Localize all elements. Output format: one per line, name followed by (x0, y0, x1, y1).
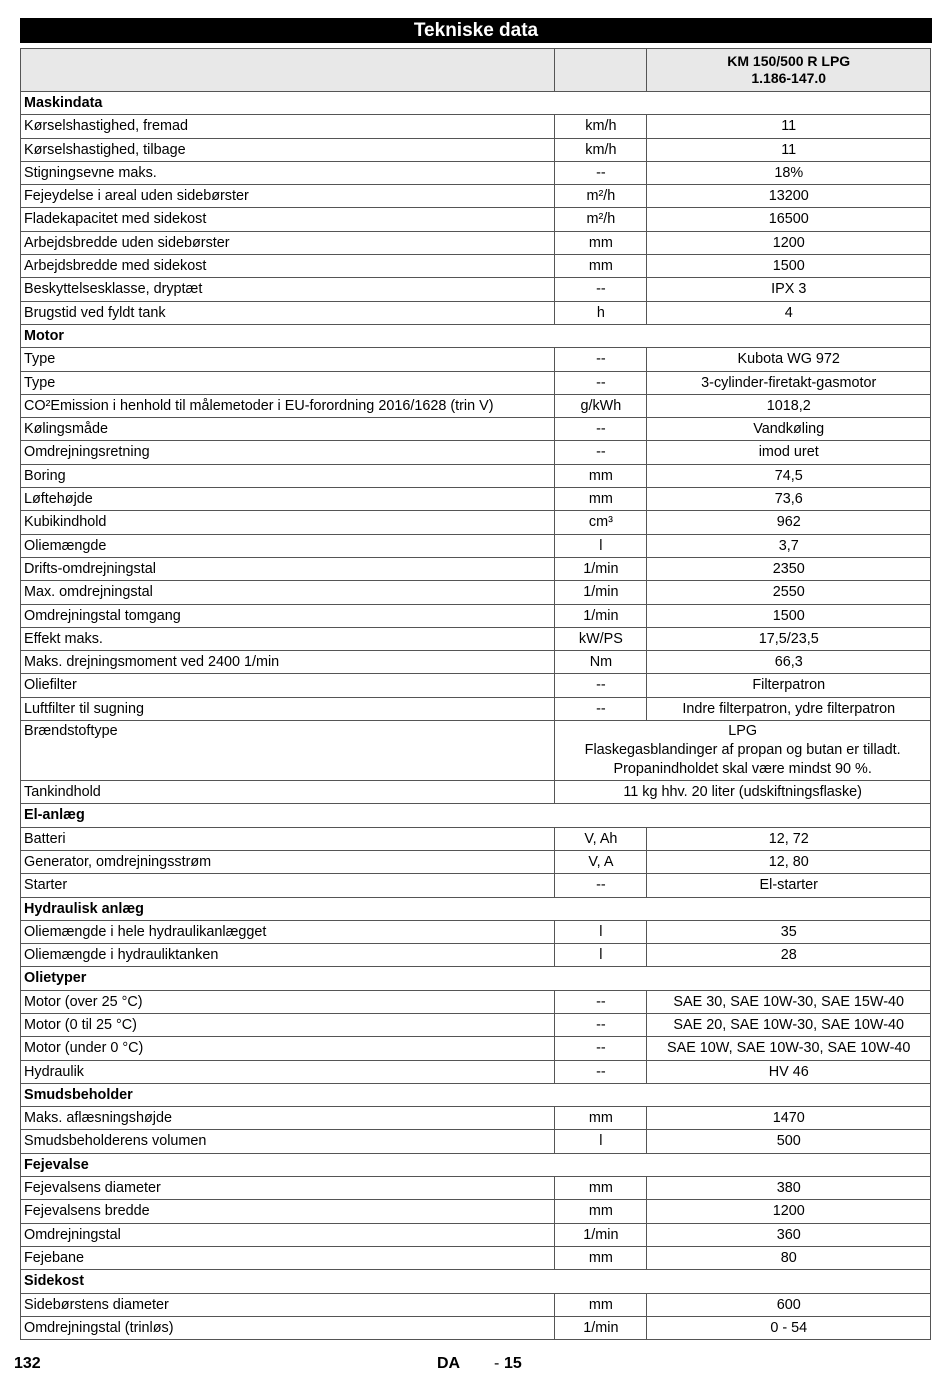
fuel-type-line: LPG (728, 723, 758, 740)
spec-label: Arbejdsbredde med sidekost (21, 255, 555, 278)
spec-label: Omdrejningsretning (21, 441, 555, 464)
spec-value: 11 (647, 115, 931, 138)
table-row (21, 1013, 931, 1036)
table-row (21, 1177, 931, 1200)
table-row (21, 301, 931, 324)
spec-value: 600 (647, 1293, 931, 1316)
spec-label: Fejebane (21, 1246, 555, 1269)
section-header-row (21, 1270, 931, 1293)
spec-label: Oliemængde (21, 534, 555, 557)
spec-unit: mm (555, 1177, 647, 1200)
spec-value: 12, 72 (647, 827, 931, 850)
spec-label: Boring (21, 464, 555, 487)
spec-value: 500 (647, 1130, 931, 1153)
table-row (21, 161, 931, 184)
section-header-row (21, 1153, 931, 1176)
spec-value: 1500 (647, 255, 931, 278)
spec-label: Kørselshastighed, tilbage (21, 138, 555, 161)
table-row (21, 1293, 931, 1316)
section-title: Fejevalse (21, 1153, 931, 1176)
spec-value: 360 (647, 1223, 931, 1246)
table-row (21, 604, 931, 627)
spec-label: Omdrejningstal tomgang (21, 604, 555, 627)
section-title: Motor (21, 324, 931, 347)
spec-label: Motor (over 25 °C) (21, 990, 555, 1013)
spec-label: Omdrejningstal (21, 1223, 555, 1246)
table-row (21, 441, 931, 464)
spec-unit: -- (555, 371, 647, 394)
table-header-row (21, 49, 931, 92)
header-label-cell (21, 49, 555, 92)
spec-value: 962 (647, 511, 931, 534)
spec-value: 12, 80 (647, 850, 931, 873)
spec-value: Vandkøling (647, 418, 931, 441)
section-header-row (21, 324, 931, 347)
spec-value: 80 (647, 1246, 931, 1269)
table-row (21, 1130, 931, 1153)
spec-label: Type (21, 348, 555, 371)
table-row (21, 418, 931, 441)
table-row (21, 874, 931, 897)
table-row (21, 1316, 931, 1339)
spec-label: Type (21, 371, 555, 394)
spec-value: 13200 (647, 185, 931, 208)
table-row (21, 627, 931, 650)
spec-unit: -- (555, 697, 647, 720)
table-row-tank (21, 781, 931, 804)
spec-unit: kW/PS (555, 627, 647, 650)
table-row (21, 371, 931, 394)
spec-label: Motor (0 til 25 °C) (21, 1013, 555, 1036)
spec-value: 16500 (647, 208, 931, 231)
section-header-row (21, 967, 931, 990)
table-row (21, 920, 931, 943)
table-row (21, 534, 931, 557)
section-title: El-anlæg (21, 804, 931, 827)
spec-unit: -- (555, 674, 647, 697)
spec-value: El-starter (647, 874, 931, 897)
spec-label: Max. omdrejningstal (21, 581, 555, 604)
table-row (21, 488, 931, 511)
spec-unit: -- (555, 441, 647, 464)
spec-unit: m²/h (555, 185, 647, 208)
table-row (21, 944, 931, 967)
spec-value: 1470 (647, 1107, 931, 1130)
fuel-type-value (555, 721, 931, 781)
spec-value: 3,7 (647, 534, 931, 557)
spec-unit: -- (555, 418, 647, 441)
spec-label: Oliemængde i hydrauliktanken (21, 944, 555, 967)
section-title: Maskindata (21, 92, 931, 115)
spec-value: HV 46 (647, 1060, 931, 1083)
spec-unit: -- (555, 278, 647, 301)
table-row (21, 1200, 931, 1223)
spec-value: 2350 (647, 557, 931, 580)
spec-label: Maks. drejningsmoment ved 2400 1/min (21, 651, 555, 674)
table-row-fuel-type (21, 721, 931, 781)
section-header-row (21, 804, 931, 827)
spec-unit: l (555, 944, 647, 967)
spec-value: 4 (647, 301, 931, 324)
spec-unit: mm (555, 231, 647, 254)
spec-label: Oliefilter (21, 674, 555, 697)
spec-unit: mm (555, 1293, 647, 1316)
spec-unit: 1/min (555, 1223, 647, 1246)
spec-unit: -- (555, 990, 647, 1013)
table-row (21, 1246, 931, 1269)
spec-unit: g/kWh (555, 394, 647, 417)
table-row (21, 1223, 931, 1246)
spec-unit: mm (555, 1200, 647, 1223)
spec-unit: h (555, 301, 647, 324)
spec-label: Kølingsmåde (21, 418, 555, 441)
page-title: Tekniske data (20, 18, 932, 43)
spec-label: Omdrejningstal (trinløs) (21, 1316, 555, 1339)
spec-label: Fladekapacitet med sidekost (21, 208, 555, 231)
spec-unit: l (555, 920, 647, 943)
spec-unit: Nm (555, 651, 647, 674)
language-code: DA (437, 1355, 461, 1372)
spec-label: CO²Emission i henhold til målemetoder i EU-forordning 2016/1628 (trin V) (21, 394, 555, 417)
spec-label: Luftfilter til sugning (21, 697, 555, 720)
spec-value: Kubota WG 972 (647, 348, 931, 371)
table-row (21, 1060, 931, 1083)
spec-value: 74,5 (647, 464, 931, 487)
spec-value: 18% (647, 161, 931, 184)
spec-label: Sidebørstens diameter (21, 1293, 555, 1316)
section-header-row (21, 897, 931, 920)
spec-label: Løftehøjde (21, 488, 555, 511)
footer-separator: - (494, 1355, 500, 1372)
table-row (21, 511, 931, 534)
table-row (21, 115, 931, 138)
spec-label: Hydraulik (21, 1060, 555, 1083)
spec-label: Arbejdsbredde uden sidebørster (21, 231, 555, 254)
spec-unit: 1/min (555, 581, 647, 604)
spec-value: SAE 20, SAE 10W-30, SAE 10W-40 (647, 1013, 931, 1036)
spec-label: Brugstid ved fyldt tank (21, 301, 555, 324)
spec-unit: -- (555, 1037, 647, 1060)
spec-label: Beskyttelsesklasse, dryptæt (21, 278, 555, 301)
spec-unit: km/h (555, 115, 647, 138)
spec-value: SAE 10W, SAE 10W-30, SAE 10W-40 (647, 1037, 931, 1060)
language-page-number: 15 (504, 1355, 522, 1372)
model-header-cell (647, 49, 931, 92)
spec-unit: -- (555, 161, 647, 184)
part-number: 1.186-147.0 (751, 70, 827, 86)
table-row (21, 231, 931, 254)
table-row (21, 674, 931, 697)
spec-value: 1500 (647, 604, 931, 627)
spec-unit: mm (555, 464, 647, 487)
table-row (21, 697, 931, 720)
spec-unit: -- (555, 874, 647, 897)
table-row (21, 1037, 931, 1060)
spec-label: Motor (under 0 °C) (21, 1037, 555, 1060)
spec-value: 1018,2 (647, 394, 931, 417)
table-row (21, 651, 931, 674)
spec-value: 73,6 (647, 488, 931, 511)
spec-value: 17,5/23,5 (647, 627, 931, 650)
section-title: Sidekost (21, 1270, 931, 1293)
spec-unit: 1/min (555, 604, 647, 627)
spec-unit: -- (555, 348, 647, 371)
table-row (21, 394, 931, 417)
spec-value: 11 (647, 138, 931, 161)
spec-value: 3-cylinder-firetakt-gasmotor (647, 371, 931, 394)
spec-label: Fejeydelse i areal uden sidebørster (21, 185, 555, 208)
spec-label: Kubikindhold (21, 511, 555, 534)
table-row (21, 557, 931, 580)
table-row (21, 1107, 931, 1130)
spec-unit: mm (555, 1107, 647, 1130)
table-row (21, 850, 931, 873)
spec-label: Fejevalsens diameter (21, 1177, 555, 1200)
spec-value: 380 (647, 1177, 931, 1200)
spec-value: SAE 30, SAE 10W-30, SAE 15W-40 (647, 990, 931, 1013)
section-title: Olietyper (21, 967, 931, 990)
spec-label: Starter (21, 874, 555, 897)
spec-unit: 1/min (555, 557, 647, 580)
spec-value: 0 - 54 (647, 1316, 931, 1339)
spec-label: Batteri (21, 827, 555, 850)
spec-unit: V, A (555, 850, 647, 873)
spec-label: Smudsbeholderens volumen (21, 1130, 555, 1153)
table-row (21, 990, 931, 1013)
spec-label: Tankindhold (21, 781, 555, 804)
spec-label: Oliemængde i hele hydraulikanlægget (21, 920, 555, 943)
spec-label: Brændstoftype (21, 721, 555, 781)
spec-value: 66,3 (647, 651, 931, 674)
spec-label: Kørselshastighed, fremad (21, 115, 555, 138)
spec-unit: l (555, 1130, 647, 1153)
table-row (21, 348, 931, 371)
table-row (21, 185, 931, 208)
spec-unit: l (555, 534, 647, 557)
header-unit-cell (555, 49, 647, 92)
spec-unit: mm (555, 488, 647, 511)
spec-label: Stigningsevne maks. (21, 161, 555, 184)
spec-unit: m²/h (555, 208, 647, 231)
table-row (21, 278, 931, 301)
spec-unit: mm (555, 1246, 647, 1269)
spec-value: IPX 3 (647, 278, 931, 301)
page-number: 132 (14, 1355, 41, 1372)
table-row (21, 208, 931, 231)
table-row (21, 255, 931, 278)
section-header-row (21, 1083, 931, 1106)
spec-value: 2550 (647, 581, 931, 604)
spec-value: 28 (647, 944, 931, 967)
spec-value: Indre filterpatron, ydre filterpatron (647, 697, 931, 720)
table-row (21, 138, 931, 161)
spec-label: Drifts-omdrejningstal (21, 557, 555, 580)
fuel-type-line: Flaskegasblandinger af propan og butan er tilladt. (584, 742, 901, 759)
section-title: Hydraulisk anlæg (21, 897, 931, 920)
spec-value: imod uret (647, 441, 931, 464)
tank-value: 11 kg hhv. 20 liter (udskiftningsflaske) (555, 781, 931, 804)
spec-unit: -- (555, 1060, 647, 1083)
spec-unit: mm (555, 255, 647, 278)
model-name: KM 150/500 R LPG (727, 53, 851, 69)
spec-value: 1200 (647, 231, 931, 254)
spec-value: 35 (647, 920, 931, 943)
spec-unit: 1/min (555, 1316, 647, 1339)
table-row (21, 464, 931, 487)
spec-unit: V, Ah (555, 827, 647, 850)
spec-label: Maks. aflæsningshøjde (21, 1107, 555, 1130)
spec-value: Filterpatron (647, 674, 931, 697)
section-title: Smudsbeholder (21, 1083, 931, 1106)
spec-unit: -- (555, 1013, 647, 1036)
spec-value: 1200 (647, 1200, 931, 1223)
tech-data-table (20, 48, 931, 1340)
spec-unit: cm³ (555, 511, 647, 534)
table-row (21, 827, 931, 850)
spec-label: Fejevalsens bredde (21, 1200, 555, 1223)
fuel-type-line: Propanindholdet skal være mindst 90 %. (613, 761, 872, 778)
spec-label: Effekt maks. (21, 627, 555, 650)
section-header-row (21, 92, 931, 115)
spec-unit: km/h (555, 138, 647, 161)
table-row (21, 581, 931, 604)
spec-label: Generator, omdrejningsstrøm (21, 850, 555, 873)
